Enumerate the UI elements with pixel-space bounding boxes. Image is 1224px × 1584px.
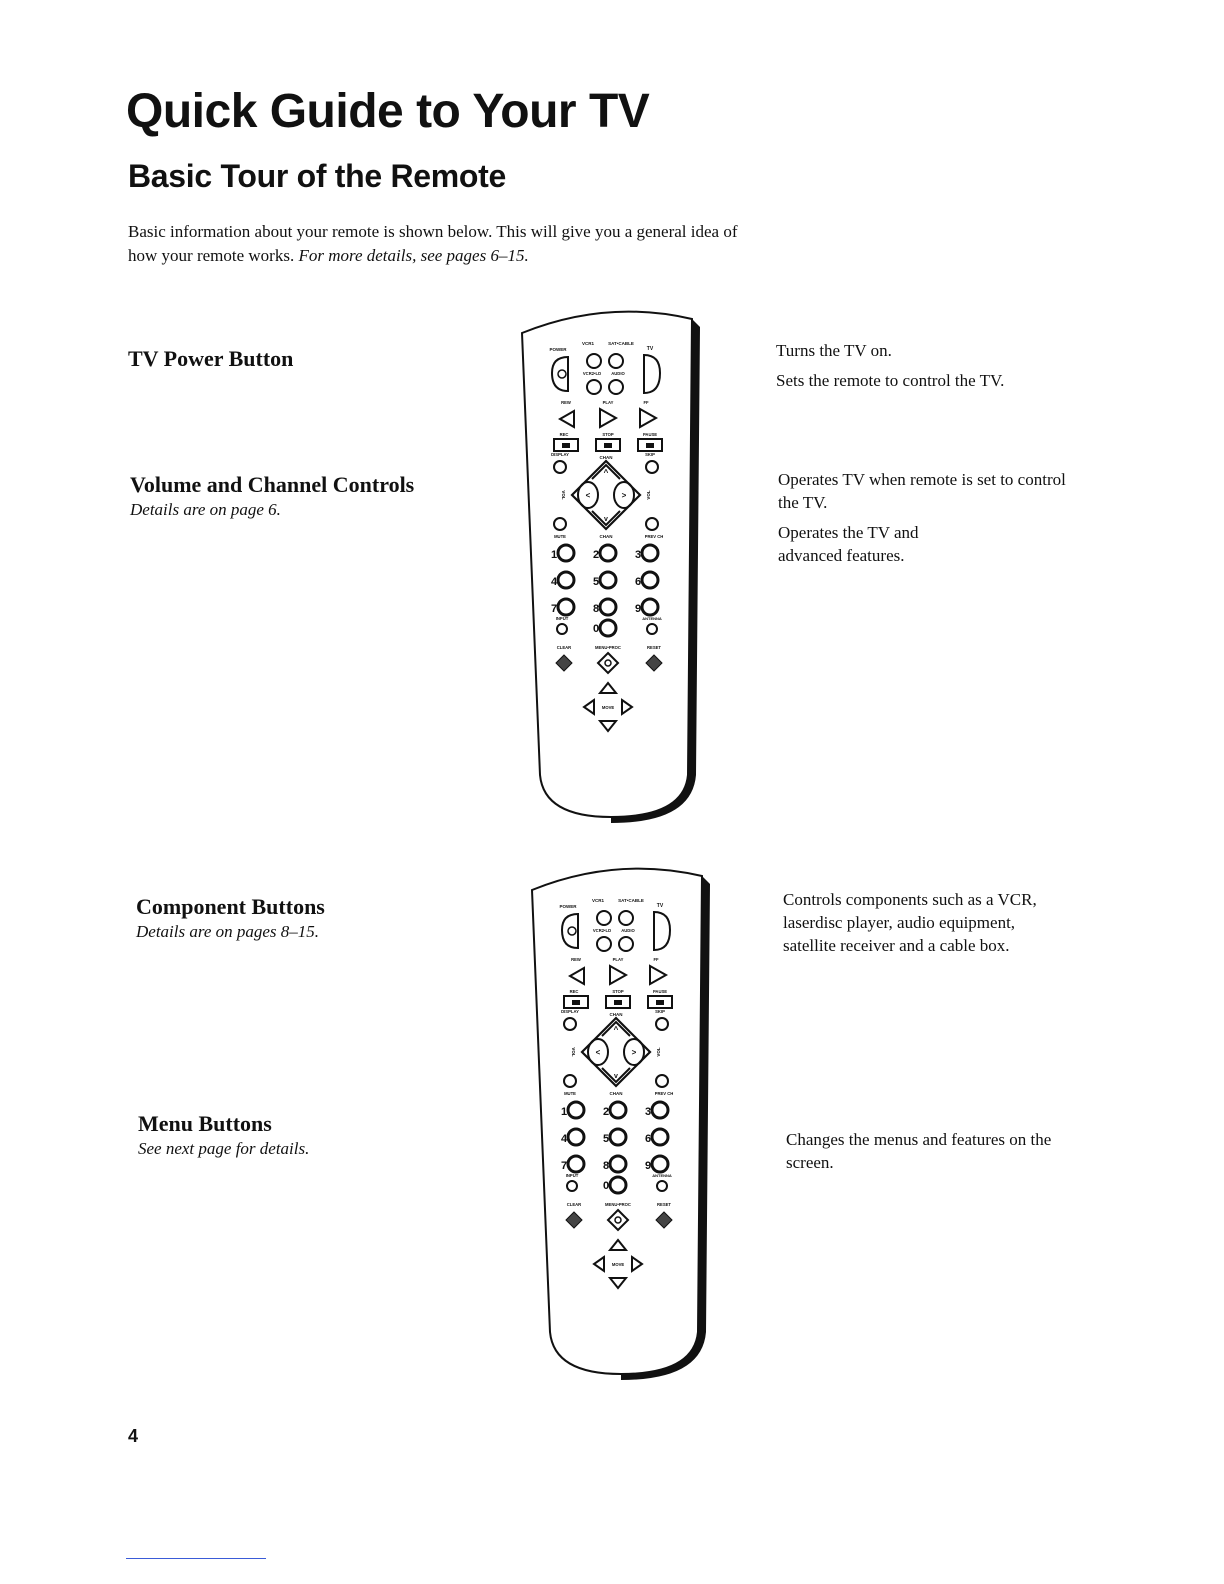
rew-label: REW [561, 400, 571, 405]
digit-7-label: 7 [560, 1160, 568, 1172]
mute-label: MUTE [564, 1091, 576, 1096]
input-label: INPUT [555, 616, 569, 621]
play-label: PLAY [602, 400, 614, 405]
stop-button-mark [614, 1000, 622, 1005]
rew-label: REW [571, 957, 581, 962]
component-block [136, 894, 325, 942]
digit-5-label: 5 [592, 576, 600, 588]
rec-button-mark [572, 1000, 580, 1005]
vol-left-label: VOL [571, 1047, 576, 1057]
digit-2-label: 2 [602, 1106, 610, 1118]
display-label: DISPLAY [561, 1009, 579, 1014]
vol-down-arrow: < [585, 491, 591, 500]
power-label: POWER [549, 347, 567, 352]
rec-label: REC [559, 432, 569, 437]
digit-4-label: 4 [550, 576, 558, 588]
chan-up-arrow: ^ [603, 468, 609, 477]
antenna-label: ANTENNA [652, 1173, 672, 1178]
intro-paragraph [128, 220, 768, 268]
vol-right-label: VOL [646, 490, 651, 500]
tv-power-desc-1: Turns the TV on. [776, 341, 892, 360]
intro-reference: For more details, see pages 6–15. [298, 246, 529, 265]
digit-2-label: 2 [592, 549, 600, 561]
tv-power-label: TV Power Button [128, 346, 294, 371]
display-label: DISPLAY [551, 452, 569, 457]
prevch-label: PREV CH [644, 534, 664, 539]
remote-illustration-upper [516, 305, 706, 825]
menu-description: Changes the menus and features on the screen. [786, 1130, 1052, 1172]
digit-9-label: 9 [644, 1160, 652, 1172]
chan-up-label: CHAN [599, 455, 613, 460]
volume-channel-label: Volume and Channel Controls [130, 472, 415, 497]
chan-down-arrow: v [604, 516, 608, 523]
digit-1-label: 1 [560, 1106, 568, 1118]
pause-button-mark [646, 443, 654, 448]
page-title: Quick Guide to Your TV [126, 85, 650, 138]
digit-5-label: 5 [602, 1133, 610, 1145]
input-label: INPUT [565, 1173, 579, 1178]
pause-label: PAUSE [642, 432, 658, 437]
chan-down-arrow: v [614, 1073, 618, 1080]
tv-label: TV [656, 903, 664, 909]
audio-label: AUDIO [621, 928, 635, 933]
move-label: MOVE [611, 1262, 625, 1267]
menu-note: See next page for details. [138, 1139, 310, 1158]
play-label: PLAY [612, 957, 624, 962]
pause-button-mark [656, 1000, 664, 1005]
vol-down-arrow: < [595, 1048, 601, 1057]
digit-7-label: 7 [550, 603, 558, 615]
tv-power-desc-2: Sets the remote to control the TV. [776, 371, 1005, 390]
digit-6-label: 6 [644, 1133, 652, 1145]
vcr2ld-label: VCR2•LD [582, 371, 602, 376]
digit-3-label: 3 [644, 1106, 652, 1118]
reset-label: RESET [647, 645, 661, 650]
component-label: Component Buttons [136, 894, 325, 919]
clear-label: CLEAR [556, 645, 572, 650]
digit-9-label: 9 [634, 603, 642, 615]
intro-text: Basic information about your remote is shown below. This will give you a general idea of how your remote works. [128, 222, 738, 265]
vol-up-arrow: > [631, 1048, 637, 1057]
component-note: Details are on pages 8–15. [136, 922, 320, 941]
satcable-label: SAT•CABLE [618, 898, 644, 903]
rec-button-mark [562, 443, 570, 448]
vol-right-label: VOL [656, 1047, 661, 1057]
audio-label: AUDIO [611, 371, 625, 376]
chan-up-label: CHAN [609, 1012, 623, 1017]
digit-1-label: 1 [550, 549, 558, 561]
mute-label: MUTE [554, 534, 566, 539]
chan-up-arrow: ^ [613, 1025, 619, 1034]
ff-label: FF [643, 400, 649, 405]
clear-label: CLEAR [566, 1202, 582, 1207]
volume-channel-desc-2: Operates the TV and advanced features. [778, 523, 919, 565]
volume-channel-desc-1: Operates TV when remote is set to control the TV. [778, 470, 1066, 512]
digit-8-label: 8 [602, 1160, 610, 1172]
tv-label: TV [646, 346, 654, 352]
tv-power-descriptions [776, 339, 1076, 399]
vcr2ld-label: VCR2•LD [592, 928, 612, 933]
ff-label: FF [653, 957, 659, 962]
power-label: POWER [559, 904, 577, 909]
footer-rule [126, 1558, 266, 1559]
menu-proc-label: MENU•PROC [595, 645, 621, 650]
antenna-label: ANTENNA [642, 616, 662, 621]
chan-down-label: CHAN [609, 1091, 623, 1096]
remote-illustration-lower [526, 862, 716, 1382]
digit-4-label: 4 [560, 1133, 568, 1145]
prevch-label: PREV CH [654, 1091, 674, 1096]
satcable-label: SAT•CABLE [608, 341, 634, 346]
move-label: MOVE [601, 705, 615, 710]
stop-label: STOP [612, 989, 624, 994]
skip-label: SKIP [655, 1009, 665, 1014]
digit-6-label: 6 [634, 576, 642, 588]
digit-8-label: 8 [592, 603, 600, 615]
menu-proc-label: MENU•PROC [605, 1202, 631, 1207]
volume-channel-block [130, 472, 414, 520]
vcr1-label: VCR1 [581, 341, 595, 346]
pause-label: PAUSE [652, 989, 668, 994]
component-description: Controls components such as a VCR, laserdisc player, audio equipment, satellite receiver and a cable box. [783, 890, 1037, 955]
volume-channel-descriptions [778, 468, 1088, 574]
digit-0-label: 0 [592, 623, 600, 635]
page-number: 4 [128, 1426, 139, 1446]
digit-0-label: 0 [602, 1180, 610, 1192]
menu-label: Menu Buttons [138, 1111, 272, 1136]
vol-up-arrow: > [621, 491, 627, 500]
rec-label: REC [569, 989, 579, 994]
remote-body [532, 869, 702, 1374]
chan-down-label: CHAN [599, 534, 613, 539]
menu-block [138, 1111, 309, 1159]
reset-label: RESET [657, 1202, 671, 1207]
stop-label: STOP [602, 432, 614, 437]
remote-body [522, 312, 692, 817]
volume-channel-note: Details are on page 6. [130, 500, 281, 519]
section-subtitle: Basic Tour of the Remote [128, 158, 507, 194]
stop-button-mark [604, 443, 612, 448]
vcr1-label: VCR1 [591, 898, 605, 903]
skip-label: SKIP [645, 452, 655, 457]
vol-left-label: VOL [561, 490, 566, 500]
digit-3-label: 3 [634, 549, 642, 561]
